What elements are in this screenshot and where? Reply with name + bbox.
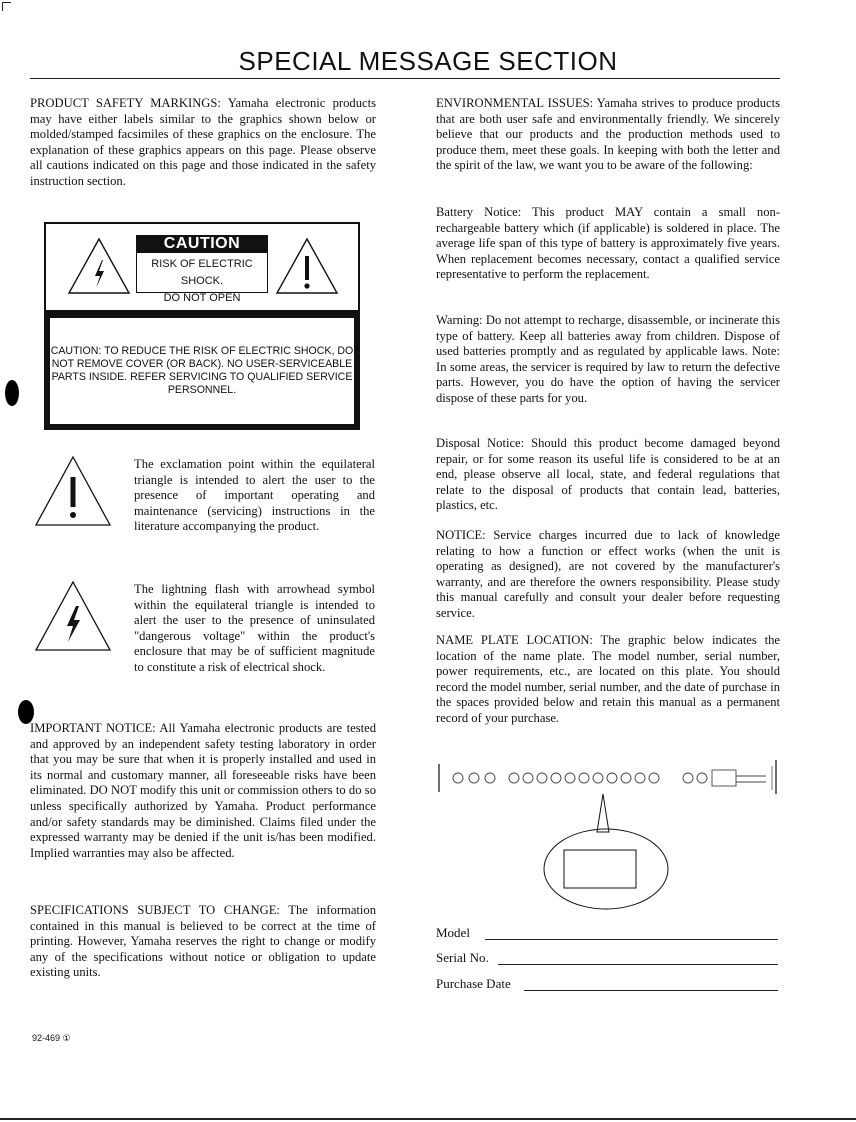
page-title: SPECIAL MESSAGE SECTION — [238, 46, 618, 76]
bullet-mark — [5, 380, 19, 406]
lightning-symbol-icon — [34, 580, 112, 652]
corner-mark — [2, 2, 11, 11]
lightning-description: The lightning flash with arrowhead symbol within the equilateral triangle is intended to alert the user to the presence of uninsulated "dangerous voltage" within the product's enclosure that may be of sufficient magnitude to constitute a risk of electrical shock. — [134, 582, 375, 674]
name-plate-paragraph: NAME PLATE LOCATION: The graphic below indicates the location of the name plate. The model number, serial number, power requirements, etc., are located on this plate. You should record the model number, serial number, and the date of purchase in the spaces provided below and retain this manual as a permanent record of your purchase. — [436, 633, 780, 725]
important-notice-paragraph: IMPORTANT NOTICE: All Yamaha electronic products are tested and approved by an independent safety testing laboratory in order that you may be sure that when it is properly installed and used in its normal and customary manner, all foreseeable risks have been eliminated. DO NOT modify this unit or commission others to do so unless specifically authorized by Yamaha. Product performance and/or safety standards may be diminished. Claims filed under the expressed warranty may be denied if the unit is/has been modified. Implied warranties may also be affected. — [30, 721, 376, 860]
bottom-rule — [0, 1118, 856, 1120]
serial-field[interactable] — [498, 964, 778, 965]
battery-notice-paragraph: Battery Notice: This product MAY contain a small non-rechargeable battery which (if applicable) is soldered in place. The average life span of this type of battery is approximately five years. When replacement becomes necessary, contact a qualified service representative to perform the replacement. — [436, 205, 780, 282]
exclamation-description: The exclamation point within the equilateral triangle is intended to alert the user to the presence of important operating and maintenance (servicing) instructions in the literature accompanying the product. — [134, 457, 375, 534]
model-field[interactable] — [485, 939, 778, 940]
document-code: 92-469 ① — [32, 1033, 71, 1043]
name-plate-location-diagram — [436, 756, 780, 916]
product-safety-paragraph: PRODUCT SAFETY MARKINGS: Yamaha electronic products may have either labels similar to the graphics shown below or molded/stamped facsimiles of these graphics on the enclosure. The explanation of these graphics appears on this page. Please observe all cautions indicated on this page and those indicated in the safety instruction section. — [30, 96, 376, 188]
caution-label-box — [44, 222, 360, 430]
service-notice-paragraph: NOTICE: Service charges incurred due to lack of knowledge relating to how a function or effect works (when the unit is operating as designed), are not covered by the manufacturer's warranty, and are therefore the owners responsibility. Please study this manual carefully and consult your dealer before requesting service. — [436, 528, 780, 620]
title-rule — [30, 78, 780, 79]
caution-header: CAUTION — [136, 235, 268, 253]
exclamation-triangle-icon — [274, 236, 340, 296]
disposal-notice-paragraph: Disposal Notice: Should this product become damaged beyond repair, or for some reason its useful life is considered to be at an end, please observe all local, state, and federal regulations that relate to the disposal of products that contain lead, batteries, plastics, etc. — [436, 436, 780, 513]
lightning-triangle-icon — [66, 236, 132, 296]
caution-body: CAUTION: TO REDUCE THE RISK OF ELECTRIC SHOCK, DO NOT REMOVE COVER (OR BACK). NO USER-SERVICEABLE PARTS INSIDE. REFER SERVICING TO QUALIFIED SERVICE PERSONNEL. — [50, 318, 354, 424]
specifications-paragraph: SPECIFICATIONS SUBJECT TO CHANGE: The information contained in this manual is believed to be correct at the time of printing. However, Yamaha reserves the right to change or modify any of the specifications without notice or obligation to update existing units. — [30, 903, 376, 980]
serial-label: Serial No. — [436, 950, 489, 965]
caution-label-top — [46, 224, 358, 310]
purchase-date-label: Purchase Date — [436, 976, 511, 991]
environmental-paragraph: ENVIRONMENTAL ISSUES: Yamaha strives to produce products that are both user safe and environmentally friendly. We sincerely believe that our products and the production methods used to produce them, meet these goals. In keeping with both the letter and the spirit of the law, we want you to be aware of the following: — [436, 96, 780, 173]
exclamation-symbol-icon — [34, 455, 112, 527]
caution-subtext: RISK OF ELECTRIC SHOCK. DO NOT OPEN — [136, 253, 268, 293]
purchase-date-field[interactable] — [524, 990, 778, 991]
model-label: Model — [436, 925, 470, 940]
warning-paragraph: Warning: Do not attempt to recharge, disassemble, or incinerate this type of battery. Keep all batteries away from children. Dispose of used batteries promptly and as regulated by applicable laws. Note: In some areas, the servicer is required by law to return the defective parts. However, you do have the option of having the servicer dispose of these parts for you. — [436, 313, 780, 405]
